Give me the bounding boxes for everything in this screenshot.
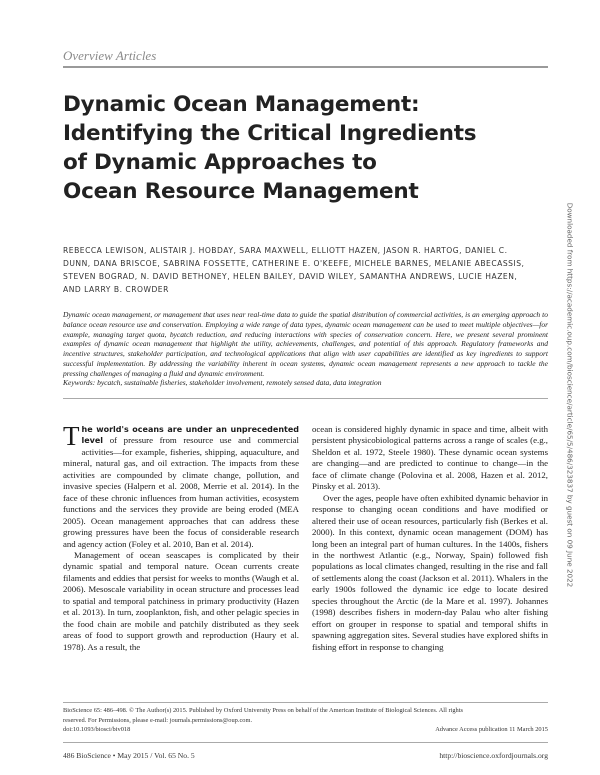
footnote-line bbox=[63, 725, 548, 735]
download-watermark-text: Downloaded from https://academic.oup.com/bioscience/article/65/5/486/323837 by guest on 09 June 2022 bbox=[565, 202, 575, 588]
top-rule bbox=[63, 66, 548, 68]
author-line: REBECCA LEWISON, ALISTAIR J. HOBDAY, SARA MAXWELL, ELLIOTT HAZEN, JASON R. HARTOG, DANIEL C. bbox=[63, 246, 508, 255]
title-line: of Dynamic Approaches to bbox=[63, 150, 377, 175]
footnote-line: reserved. For Permissions, please e-mail: journals.permissions@oup.com. bbox=[63, 716, 253, 724]
article-title bbox=[63, 90, 533, 206]
lead-in: he world's oceans are under an unprecedented level bbox=[81, 425, 299, 446]
publication-footnote bbox=[63, 706, 548, 735]
paragraph: ocean is considered highly dynamic in space and time, albeit with persistent physicobiological patterns across a range of scales (e.g., Sheldon et al. 1972, Steele 1980). These dynamic ocean systems are changing—and are predicted to continue to change—in the face of climate change (Polovina et al. 2008, Hazen et al. 2012, Pinsky et al. 2013). bbox=[312, 424, 548, 492]
title-line: Identifying the Critical Ingredients bbox=[63, 121, 477, 146]
journal-url: http://bioscience.oxfordjournals.org bbox=[439, 751, 548, 760]
author-line: AND LARRY B. CROWDER bbox=[63, 285, 169, 294]
paragraph: Management of ocean seascapes is complicated by their dynamic spatial and temporal nature. Ocean currents create filaments and eddies that persist for weeks to months (Waugh et al. 2006). Mesoscale variability in ocean structure and processes lead to spatial and temporal patchiness in primary productivity (Hazen et al. 2013). In turn, zooplankton, fish, and other pelagic species in the food chain are mobile and patchily distributed as they seek areas of food to support growth and reproduction (Haury et al. 1978). As a result, the bbox=[63, 549, 299, 652]
footnote-line: BioScience 65: 486–498. © The Author(s) 2015. Published by Oxford University Press on behalf of the American Institute of Biological Sciences. All rights bbox=[63, 707, 464, 714]
title-line: Dynamic Ocean Management: bbox=[63, 92, 420, 117]
doi: doi:10.1093/biosci/biv018 bbox=[63, 726, 131, 734]
paragraph-text: of pressure from resource use and commercial activities—for example, fisheries, shipping, aquaculture, and mineral, natural gas, and oil extraction. The impacts from these activities are compounded by climate change, pollution, and invasive species (Halpern et al. 2008, Merrie et al. 2014). In the face of these chronic influences from human activities, ecosystem functions and the services they provide are being eroded (MEA 2005). Ocean management approaches that can address these growing pressures have been the focus of considerable research and agency action (Foley et al. 2010, Ban et al. 2014). bbox=[63, 435, 299, 549]
title-line: Ocean Resource Management bbox=[63, 179, 419, 204]
page-footer bbox=[63, 751, 548, 760]
page-citation: 486 BioScience • May 2015 / Vol. 65 No. 5 bbox=[63, 751, 195, 760]
paragraph bbox=[63, 421, 299, 550]
advance-access: Advance Access publication 11 March 2015 bbox=[435, 726, 548, 734]
author-line: STEVEN BOGRAD, N. DAVID BETHONEY, HELEN BAILEY, DAVID WILEY, SAMANTHA ANDREWS, LUCIE HAZEN, bbox=[63, 272, 518, 281]
author-list bbox=[63, 244, 545, 296]
section-label: Overview Articles bbox=[63, 48, 157, 63]
divider-rule bbox=[63, 398, 548, 399]
abstract: Dynamic ocean management, or management that uses near real-time data to guide the spatial distribution of commercial activities, is an emerging approach to balance ocean resource use and conservation. Employing a wide range of data types, dynamic ocean management can be used to meet multiple objectives—for example, managing target quota, bycatch reduction, and reducing interactions with species of conservation concern. Here, we present several prominent examples of dynamic ocean management that highlight the utility, achievements, challenges, and potential of this approach. Regulatory frameworks and incentive structures, stakeholder participation, and technological applications that align with user capabilities are identified as key ingredients to support successful implementation. By addressing the variability inherent in ocean systems, dynamic ocean management represents a new approach to tackle the pressing challenges of managing a fluid and dynamic environment. bbox=[63, 310, 548, 378]
page-footer-rule bbox=[63, 742, 548, 743]
author-line: DUNN, DANA BRISCOE, SABRINA FOSSETTE, CATHERINE E. O'KEEFE, MICHELE BARNES, MELANIE ABECASSIS, bbox=[63, 259, 525, 268]
body-column-right bbox=[312, 424, 548, 653]
footnote-rule bbox=[63, 702, 548, 703]
body-column-left bbox=[63, 421, 299, 653]
paragraph: Over the ages, people have often exhibited dynamic behavior in response to changing ocean conditions and have modified or altered their use of ocean resources, particularly fish (Berkes et al. 2000). In this context, dynamic ocean management (DOM) has long been an integral part of human cultures. In the 1400s, fishers in the northwest Atlantic (e.g., Norway, Spain) followed fish populations as local climates changed, resulting in the rise and fall of settlements along the coast (Jackson et al. 2011). Whalers in the early 1900s followed the dynamic ice edge to locate desired species throughout the Arctic (de la Mare et al. 1997). Johannes (1998) describes fishers in modern-day Palau who alter fishing effort on grouper in response to spatial and temporal shifts in spawning aggregation sites. Several studies have explored shifts in fishing effort in response to changing bbox=[312, 492, 548, 652]
drop-cap: T bbox=[63, 421, 80, 451]
keywords: Keywords: bycatch, sustainable fisheries, stakeholder involvement, remotely sensed data, data integration bbox=[63, 378, 382, 387]
